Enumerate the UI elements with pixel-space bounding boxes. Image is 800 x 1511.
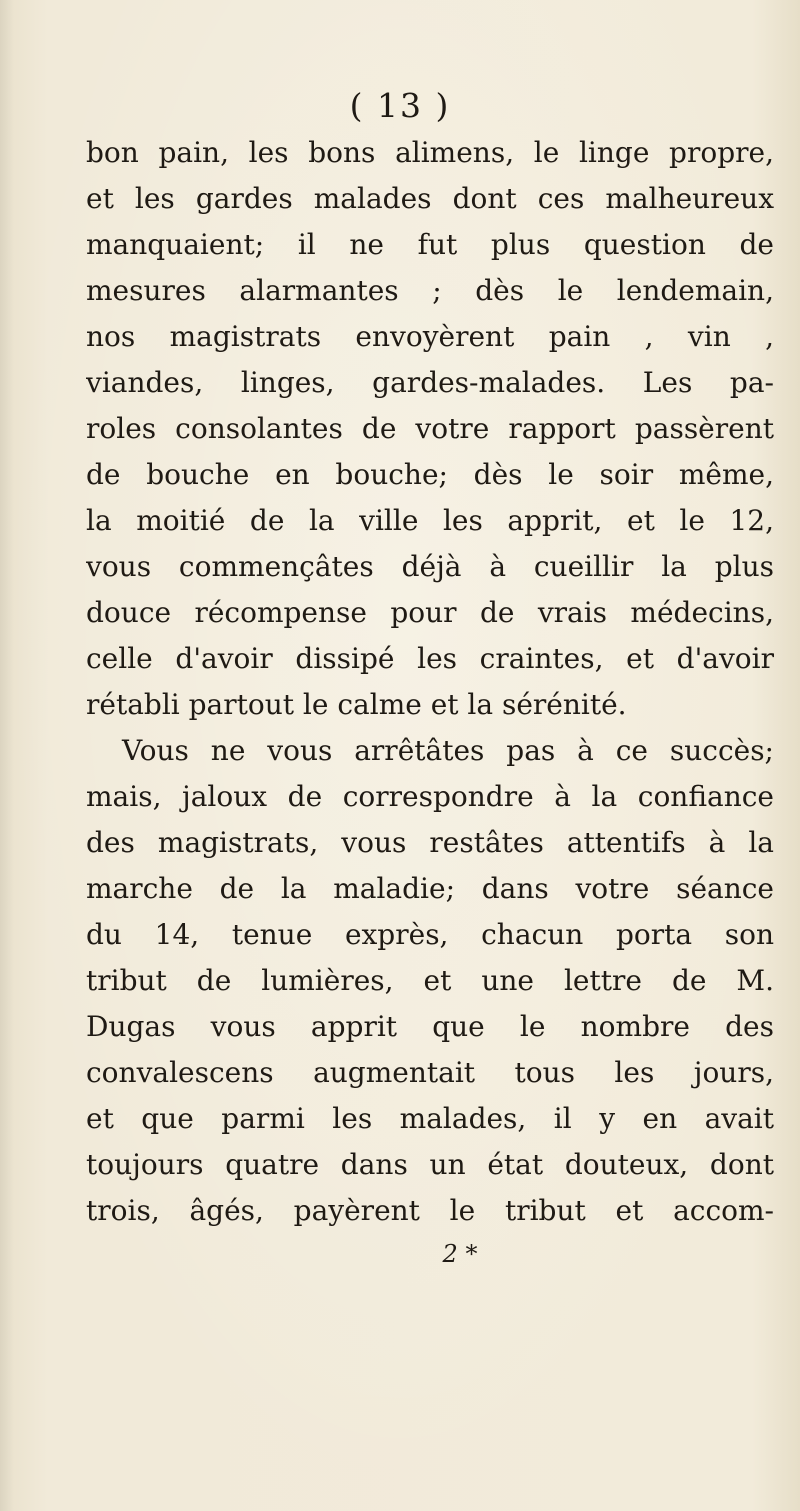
text-line: bon pain, les bons alimens, le linge propre, — [86, 136, 774, 169]
text-line: tribut de lumières, et une lettre de M. — [86, 964, 774, 997]
text-line: manquaient; il ne fut plus question de — [86, 228, 774, 261]
text-line: et les gardes malades dont ces malheureux — [86, 182, 774, 215]
text-line: viandes, linges, gardes-malades. Les pa- — [86, 366, 774, 399]
body-text — [86, 130, 774, 1234]
text-line: mesures alarmantes ; dès le lendemain, — [86, 274, 774, 307]
text-line: et que parmi les malades, il y en avait — [86, 1102, 774, 1135]
text-line: douce récompense pour de vrais médecins, — [86, 596, 774, 629]
page-gutter-shadow — [0, 0, 14, 1511]
text-line: toujours quatre dans un état douteux, dont — [86, 1148, 774, 1181]
text-line-paragraph-end: rétabli partout le calme et la sérénité. — [86, 688, 627, 721]
text-line: mais, jaloux de correspondre à la confiance — [86, 780, 774, 813]
text-line: vous commençâtes déjà à cueillir la plus — [86, 550, 774, 583]
text-line: la moitié de la ville les apprit, et le 12, — [86, 504, 774, 537]
text-line: celle d'avoir dissipé les craintes, et d'avoir — [86, 642, 774, 675]
text-line: nos magistrats envoyèrent pain , vin , — [86, 320, 774, 353]
page-number: ( 13 ) — [349, 86, 451, 125]
text-line: de bouche en bouche; dès le soir même, — [86, 458, 774, 491]
text-line: roles consolantes de votre rapport passèrent — [86, 412, 774, 445]
text-line-paragraph-start: Vous ne vous arrêtâtes pas à ce succès; — [122, 734, 774, 767]
text-line: convalescens augmentait tous les jours, — [86, 1056, 774, 1089]
text-line: marche de la maladie; dans votre séance — [86, 872, 774, 905]
text-line: du 14, tenue exprès, chacun porta son — [86, 918, 774, 951]
signature-mark: 2 * — [442, 1240, 478, 1268]
text-line: trois, âgés, payèrent le tribut et accom- — [86, 1194, 774, 1227]
text-line: des magistrats, vous restâtes attentifs à la — [86, 826, 774, 859]
text-line: Dugas vous apprit que le nombre des — [86, 1010, 774, 1043]
